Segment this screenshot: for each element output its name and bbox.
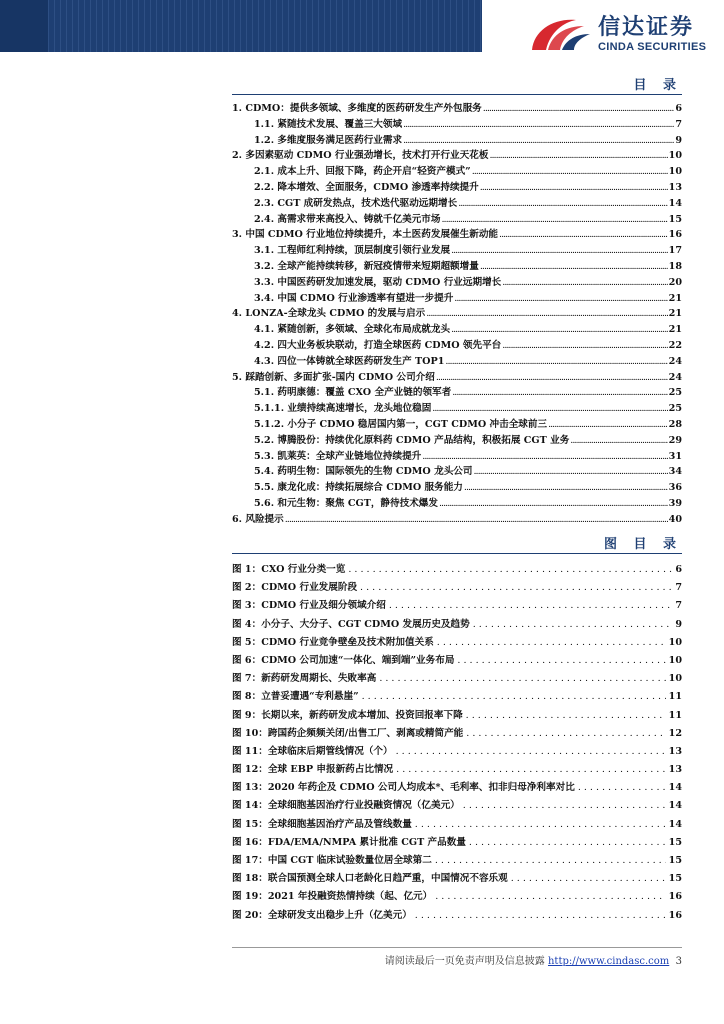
figure-entry[interactable] [232,707,682,725]
figure-entry-page: 14 [668,782,682,794]
toc-entry[interactable] [232,100,682,116]
figure-leader-dots [348,564,672,575]
figure-entry[interactable] [232,743,682,761]
figure-entry-title: 图 12：全球 EBP 申报新药占比情况 [232,764,394,776]
toc-leader-dots [570,435,667,446]
toc-entry-page: 24 [668,371,682,383]
toc-entry-title: 5.1.1. 业绩持续高速增长，龙头地位稳固 [254,403,432,415]
figure-entry-page: 15 [668,873,682,885]
figure-entry-page: 15 [668,855,682,866]
toc-entry[interactable] [232,369,682,385]
toc-entry[interactable] [232,321,682,337]
figure-entry[interactable] [232,688,682,706]
toc-entry-page: 21 [668,324,682,336]
toc-leader-dots [422,451,667,462]
figure-entry-title: 图 17：中国 CGT 临床试验数量位居全球第二 [232,855,432,866]
toc-leader-dots [499,229,668,240]
toc-entry-page: 15 [668,213,682,225]
figure-leader-dots [389,600,672,611]
toc-leader-dots [285,514,668,525]
figure-entry[interactable] [232,725,682,743]
figures-divider [232,553,682,554]
figure-leader-dots [466,728,665,739]
figure-entry[interactable] [232,616,682,634]
toc-entry-title: 4.2. 四大业务板块联动，打造全球医药 CDMO 领先平台 [254,339,502,351]
toc-entry[interactable] [232,448,682,464]
figure-leader-dots [466,710,666,721]
toc-leader-dots [480,261,668,272]
figure-entry-page: 14 [668,818,682,830]
figure-entry[interactable] [232,907,682,925]
toc-entry-page: 40 [668,513,682,525]
toc-entry-title: 2.4. 高需求带来高投入、铸就千亿美元市场 [254,213,441,225]
toc-leader-dots [441,214,667,225]
toc-entry-title: 1.1. 紧随技术发展、覆盖三大领域 [254,118,403,130]
toc-entry-page: 22 [668,339,682,351]
figure-entry-title: 图 1：CXO 行业分类一览 [232,564,346,575]
figure-leader-dots [379,673,665,684]
toc-entry-title: 3.1. 工程师红利持续，顶层制度引领行业发展 [254,245,451,257]
figure-entry[interactable] [232,779,682,797]
toc-entry[interactable] [232,416,682,432]
toc-title: 目 录 [633,78,682,93]
figure-entry[interactable] [232,834,682,852]
figure-entry-title: 图 4：小分子、大分子、CGT CDMO 发展历史及趋势 [232,618,470,630]
toc-entry-title: 4.3. 四位一体铸就全球医药研发生产 TOP1 [254,355,445,367]
figure-entry[interactable] [232,761,682,779]
figure-entry[interactable] [232,870,682,888]
toc-entry-title: 5. 踩踏创新、多面扩张-国内 CDMO 公司介绍 [232,371,435,383]
toc-leader-dots [451,324,668,335]
figure-entry[interactable] [232,852,682,870]
toc-entry[interactable] [232,242,682,258]
figure-entry[interactable] [232,652,682,670]
toc-entry-page: 18 [668,260,682,272]
figure-list [232,561,682,925]
figures-title: 图 目 录 [603,537,682,552]
figure-entry-title: 图 19：2021 年投融资热情持续（起、亿元） [232,891,433,903]
figure-entry-page: 10 [668,654,682,666]
logo-chinese-name: 信达证券 [598,15,695,40]
toc-leader-dots [502,277,667,288]
toc-entry[interactable] [232,337,682,353]
toc-entry[interactable] [232,511,682,527]
toc-entry-title: 2. 多因素驱动 CDMO 行业强劲增长，技术打开行业天花板 [232,150,489,162]
figure-entry-page: 15 [668,836,682,848]
toc-entry-title: 3.2. 全球产能持续转移，新冠疫情带来短期超额增量 [254,260,479,272]
toc-leader-dots [452,387,667,398]
toc-entry[interactable] [232,479,682,495]
toc-leader-dots [502,340,667,351]
toc-entry-title: 5.4. 药明生物：国际领先的生物 CDMO 龙头公司 [254,466,473,478]
toc-entry-page: 25 [668,387,682,399]
toc-entry-title: 5.1.2. 小分子 CDMO 稳居国内第一，CGT CDMO 冲击全球前三 [254,418,548,430]
toc-leader-dots [473,466,667,477]
toc-divider [232,94,682,95]
figure-entry-title: 图 11：全球临床后期管线情况（个） [232,745,393,757]
toc-entry-title: 2.3. CGT 成研发热点，技术迭代驱动远期增长 [254,197,458,209]
toc-leader-dots [458,198,667,209]
toc-entry-title: 5.5. 康龙化成：持续拓展综合 CDMO 服务能力 [254,482,463,494]
figure-entry-title: 图 13：2020 年药企及 CDMO 公司人均成本*、毛利率、扣非归母净利率对比 [232,782,575,794]
toc-entry-title: 1. CDMO：提供多领域、多维度的医药研发生产外包服务 [232,103,482,114]
figure-entry-page: 16 [668,891,682,903]
toc-entry-title: 4.1. 紧随创新，多领域、全球化布局成就龙头 [254,324,451,336]
toc-leader-dots [426,308,667,319]
figure-entry-title: 图 5：CDMO 行业竞争壁垒及技术附加值关系 [232,636,434,648]
toc-entry-page: 17 [668,245,682,257]
figure-entry-page: 12 [668,727,682,739]
toc-entry[interactable] [232,147,682,163]
figure-entry[interactable] [232,579,682,597]
figure-leader-dots [437,637,666,648]
figure-entry[interactable] [232,797,682,815]
figure-entry-page: 6 [675,564,682,575]
toc-leader-dots [403,135,674,146]
toc-entry-title: 5.3. 凯莱英：全球产业链地位持续提升 [254,450,422,462]
toc-leader-dots [445,356,667,367]
toc-entry-title: 6. 风险提示 [232,513,284,525]
toc-entry-page: 39 [668,497,682,509]
toc-entry-page: 9 [675,134,682,146]
toc-entry-page: 16 [668,229,682,241]
figure-entry-title: 图 2：CDMO 行业发展阶段 [232,582,358,594]
toc-entry[interactable] [232,400,682,416]
figure-entry-title: 图 16：FDA/EMA/NMPA 累计批准 CGT 产品数量 [232,836,466,848]
figure-entry-title: 图 10：跨国药企频频关闭/出售工厂、剥离或精简产能 [232,727,464,739]
toc-leader-dots [489,150,667,161]
figure-leader-dots [415,910,666,921]
toc-entry-title: 4. LONZA-全球龙头 CDMO 的发展与启示 [232,308,426,320]
toc-entry-title: 2.2. 降本增效、全面服务，CDMO 渗透率持续提升 [254,181,479,193]
toc-entry[interactable] [232,432,682,448]
toc-entry-page: 20 [668,276,682,288]
figure-entry-title: 图 15：全球细胞基因治疗产品及管线数量 [232,818,412,830]
toc-leader-dots [451,245,668,256]
figure-entry-page: 13 [668,764,682,776]
toc-leader-dots [454,293,667,304]
logo-english-name: CINDA SECURITIES [598,41,707,53]
figure-entry[interactable] [232,816,682,834]
toc-entry-page: 24 [668,355,682,367]
toc-entry[interactable] [232,274,682,290]
figure-leader-dots [473,619,673,630]
toc-entry[interactable] [232,211,682,227]
figure-leader-dots [396,764,666,775]
toc-entry[interactable] [232,384,682,400]
figure-entry-title: 图 20：全球研发支出稳步上升（亿美元） [232,909,412,921]
figure-entry-title: 图 14：全球细胞基因治疗行业投融资情况（亿美元） [232,800,460,812]
toc-entry[interactable] [232,290,682,306]
toc-entry[interactable] [232,353,682,369]
figure-entry[interactable] [232,670,682,688]
figure-entry-page: 11 [668,709,682,721]
figure-entry-title: 图 9：长期以来，新药研发成本增加、投资回报率下降 [232,709,463,721]
figure-entry-page: 14 [668,800,682,812]
toc-entry-title: 3.4. 中国 CDMO 行业渗透率有望进一步提升 [254,292,454,304]
toc-entry-title: 2.1. 成本上升、回报下降，药企开启“轻资产模式” [254,166,471,178]
toc-entry-page: 10 [668,150,682,162]
footer-divider [232,947,682,948]
toc-entry-page: 29 [668,434,682,446]
toc-entry-title: 5.1. 药明康德：覆盖 CXO 全产业链的领军者 [254,387,452,399]
figure-entry-title: 图 8：立普妥遭遇“专利悬崖” [232,691,359,703]
table-of-contents [232,100,682,527]
figure-entry[interactable] [232,634,682,652]
toc-entry[interactable] [232,305,682,321]
toc-entry-page: 13 [668,181,682,193]
toc-entry[interactable] [232,116,682,132]
toc-entry-page: 34 [668,466,682,478]
toc-entry[interactable] [232,463,682,479]
toc-entry-page: 25 [668,403,682,415]
footer-website-link[interactable]: http://www.cindasc.com [547,956,670,967]
figure-leader-dots [578,782,666,793]
toc-entry-title: 1.2. 多维度服务满足医药行业需求 [254,134,403,146]
figure-entry[interactable] [232,597,682,615]
toc-leader-dots [432,403,667,414]
figure-leader-dots [457,655,665,666]
figure-entry-title: 图 7：新药研发周期长、失败率高 [232,673,377,685]
toc-entry-title: 5.2. 博腾股份：持续优化原料药 CDMO 产品结构，积极拓展 CGT 业务 [254,434,570,446]
cinda-logo-icon [528,14,594,52]
figure-leader-dots [415,819,666,830]
toc-entry[interactable] [232,495,682,511]
toc-entry[interactable] [232,258,682,274]
figure-entry-title: 图 3：CDMO 行业及细分领域介绍 [232,600,386,612]
toc-entry-page: 36 [668,482,682,494]
figure-entry-page: 11 [668,691,682,703]
figure-entry-title: 图 6：CDMO 公司加速“一体化、端到端”业务布局 [232,654,455,666]
toc-entry-page: 21 [668,292,682,304]
figure-entry-page: 7 [675,582,682,594]
toc-leader-dots [483,103,675,114]
figure-leader-dots [360,582,672,593]
toc-entry-page: 21 [668,308,682,320]
toc-entry-page: 10 [668,166,682,178]
header-banner [0,0,482,52]
footer [385,952,682,967]
figure-leader-dots [396,746,666,757]
toc-entry-page: 28 [668,418,682,430]
toc-entry-title: 3. 中国 CDMO 行业地位持续提升，本土医药发展催生新动能 [232,229,499,241]
footer-disclaimer: 请阅读最后一页免责声明及信息披露 [384,956,545,967]
toc-leader-dots [436,372,668,383]
toc-entry[interactable] [232,132,682,148]
toc-entry-page: 31 [668,450,682,462]
figure-entry-page: 10 [668,636,682,648]
toc-leader-dots [548,419,668,430]
figure-leader-dots [469,837,666,848]
toc-leader-dots [472,166,668,177]
toc-entry[interactable] [232,179,682,195]
toc-entry-page: 6 [675,103,682,114]
page-number: 3 [675,956,682,967]
toc-entry-page: 7 [675,118,682,130]
figure-entry-page: 10 [668,673,682,685]
figure-entry-page: 9 [675,618,682,630]
toc-leader-dots [464,482,668,493]
figure-leader-dots [435,855,666,866]
figure-leader-dots [511,873,666,884]
toc-leader-dots [480,182,668,193]
toc-entry[interactable] [232,163,682,179]
toc-entry-page: 14 [668,197,682,209]
figure-entry[interactable] [232,888,682,906]
figure-entry-title: 图 18：联合国预测全球人口老龄化日趋严重，中国情况不容乐观 [232,873,508,885]
figure-entry-page: 16 [668,909,682,921]
figure-leader-dots [362,691,666,702]
toc-entry-title: 5.6. 和元生物：聚焦 CGT，静待技术爆发 [254,497,438,509]
toc-leader-dots [439,498,668,509]
figure-leader-dots [435,891,665,902]
figure-leader-dots [463,800,666,811]
figure-entry-page: 13 [668,745,682,757]
figure-entry-page: 7 [675,600,682,612]
figure-entry[interactable] [232,561,682,579]
toc-leader-dots [403,119,674,130]
toc-entry-title: 3.3. 中国医药研发加速发展，驱动 CDMO 行业远期增长 [254,276,502,288]
toc-entry[interactable] [232,195,682,211]
toc-entry[interactable] [232,226,682,242]
